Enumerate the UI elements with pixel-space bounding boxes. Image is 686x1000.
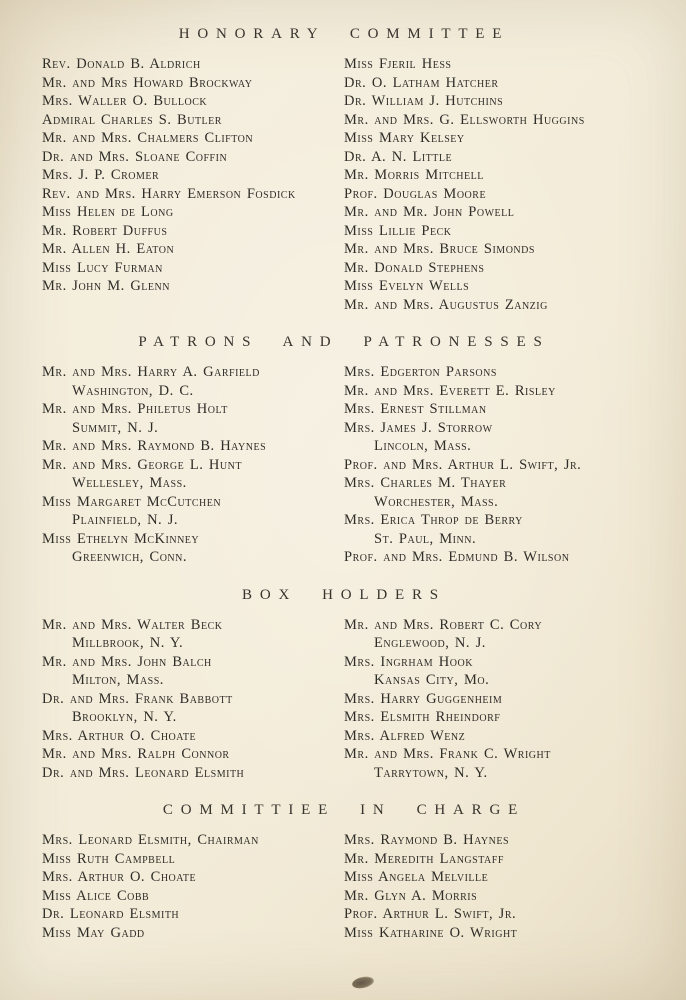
list-item [344, 74, 646, 93]
list-item [344, 831, 646, 850]
list-item [344, 382, 646, 401]
person-name: Mr. and Mrs. Walter Beck [42, 616, 223, 633]
list-item [344, 474, 646, 511]
list-item [344, 745, 646, 782]
person-name: Mrs. Harry Guggenheim [344, 690, 503, 707]
list-item [42, 887, 344, 906]
name-column-left [42, 616, 344, 783]
list-item [344, 148, 646, 167]
person-name: Mr. and Mrs. Chalmers Clifton [42, 130, 254, 146]
list-item [344, 166, 646, 185]
list-item [42, 259, 344, 278]
person-location: Kansas City, Mo. [374, 672, 490, 688]
list-item [42, 616, 344, 653]
person-name: Dr. O. Latham Hatcher [344, 74, 499, 91]
list-item [42, 905, 344, 924]
list-item [344, 616, 646, 653]
person-name: Mr. Donald Stephens [344, 259, 485, 276]
ink-smudge-mark [351, 975, 375, 990]
list-item [42, 690, 344, 727]
person-name: Rev. Donald B. Aldrich [42, 56, 201, 72]
person-name: Prof. Arthur L. Swift, Jr. [344, 906, 517, 922]
person-location: St. Paul, Minn. [374, 530, 477, 547]
person-name: Mrs. Edgerton Parsons [344, 364, 497, 380]
person-name: Prof. Douglas Moore [344, 185, 487, 202]
person-name: Mrs. Ingrham Hook [344, 653, 473, 670]
list-item [344, 363, 646, 382]
person-location: Plainfield, N. J. [72, 512, 179, 528]
list-item [42, 148, 344, 167]
person-name: Mrs. J. P. Cromer [42, 167, 160, 183]
person-location: Summit, N. J. [72, 419, 159, 436]
list-item [42, 277, 344, 296]
person-name: Mr. and Mrs. Ralph Connor [42, 746, 230, 762]
committee-section [42, 587, 646, 783]
person-name: Prof. and Mrs. Edmund B. Wilson [344, 549, 570, 565]
list-item [344, 296, 646, 315]
list-item [344, 511, 646, 548]
section-columns [42, 55, 646, 314]
list-item [42, 92, 344, 111]
list-item [344, 708, 646, 727]
name-column-right [344, 616, 646, 783]
person-name: Miss Ethelyn McKinney [42, 530, 200, 547]
section-title: HONORARY COMMITTEE [178, 26, 510, 42]
person-name: Mr. and Mrs. Bruce Simonds [344, 241, 535, 257]
list-item [42, 222, 344, 241]
list-item [42, 456, 344, 493]
list-item [42, 400, 344, 437]
section-title: COMMITTIEE IN CHARGE [162, 802, 526, 818]
list-item [42, 74, 344, 93]
list-item [42, 55, 344, 74]
list-item [42, 185, 344, 204]
list-item [42, 129, 344, 148]
person-name: Mr. and Mrs. G. Ellsworth Huggins [344, 111, 585, 128]
list-item [344, 887, 646, 906]
name-column-right [344, 55, 646, 314]
list-item [344, 203, 646, 222]
list-item [42, 745, 344, 764]
person-name: Mrs. Erica Throp de Berry [344, 512, 523, 528]
person-name: Miss Lucy Furman [42, 259, 163, 276]
name-column-left [42, 363, 344, 567]
person-name: Miss Angela Melville [344, 869, 489, 885]
list-item [42, 831, 344, 850]
person-name: Dr. and Mrs. Leonard Elsmith [42, 764, 245, 781]
committee-section [42, 802, 646, 942]
person-name: Mrs. Arthur O. Choate [42, 869, 197, 885]
list-item [42, 924, 344, 943]
list-item [42, 530, 344, 567]
list-item [344, 129, 646, 148]
list-item [42, 166, 344, 185]
name-column-left [42, 55, 344, 296]
person-name: Mr. Morris Mitchell [344, 167, 484, 183]
section-columns [42, 363, 646, 567]
list-item [344, 905, 646, 924]
person-name: Mr. and Mrs Howard Brockway [42, 74, 253, 91]
person-name: Mrs. Leonard Elsmith, Chairman [42, 832, 259, 848]
person-name: Mr. Robert Duffus [42, 222, 168, 239]
list-item [344, 400, 646, 419]
person-name: Mr. and Mrs. Everett E. Risley [344, 382, 556, 399]
person-name: Mrs. Ernest Stillman [344, 401, 487, 417]
sections-container [42, 26, 646, 942]
person-location: Washington, D. C. [72, 382, 194, 399]
person-name: Miss Katharine O. Wright [344, 924, 518, 941]
person-location: Wellesley, Mass. [72, 475, 187, 491]
person-name: Miss Lillie Peck [344, 222, 452, 239]
person-name: Miss Alice Cobb [42, 887, 150, 904]
person-name: Miss May Gadd [42, 924, 145, 941]
person-name: Mr. and Mrs. Robert C. Cory [344, 616, 543, 633]
person-location: Millbrook, N. Y. [72, 635, 184, 651]
person-name: Mr. and Mrs. Harry A. Garfield [42, 364, 260, 380]
person-name: Mrs. Waller O. Bullock [42, 93, 208, 109]
list-item [42, 868, 344, 887]
section-columns [42, 831, 646, 942]
person-name: Mr. and Mrs. George L. Hunt [42, 456, 242, 473]
person-name: Dr. A. N. Little [344, 148, 453, 165]
person-name: Miss Mary Kelsey [344, 130, 465, 146]
list-item [42, 764, 344, 783]
person-location: Brooklyn, N. Y. [72, 709, 177, 725]
person-name: Mr. Glyn A. Morris [344, 887, 478, 904]
person-name: Dr. Leonard Elsmith [42, 906, 180, 922]
person-location: Lincoln, Mass. [374, 438, 472, 454]
list-item [42, 727, 344, 746]
list-item [344, 185, 646, 204]
list-item [344, 222, 646, 241]
person-location: Worchester, Mass. [374, 493, 499, 510]
person-name: Miss Helen de Long [42, 204, 174, 220]
person-name: Prof. and Mrs. Arthur L. Swift, Jr. [344, 456, 582, 473]
person-location: Tarrytown, N. Y. [374, 764, 488, 781]
section-columns [42, 616, 646, 783]
person-name: Mr. and Mrs. Augustus Zanzig [344, 296, 548, 313]
person-location: Greenwich, Conn. [72, 549, 188, 565]
person-location: Englewood, N. J. [374, 635, 486, 651]
committee-section [42, 26, 646, 314]
list-item [344, 111, 646, 130]
list-item [344, 868, 646, 887]
person-name: Dr. and Mrs. Frank Babbott [42, 690, 233, 707]
person-name: Miss Evelyn Wells [344, 278, 470, 294]
person-name: Mr. and Mrs. Frank C. Wright [344, 746, 551, 762]
person-name: Mrs. Raymond B. Haynes [344, 832, 510, 848]
person-name: Miss Fjeril Hess [344, 56, 452, 72]
list-item [344, 456, 646, 475]
person-name: Mrs. Arthur O. Choate [42, 727, 197, 744]
list-item [344, 55, 646, 74]
person-name: Mr. and Mrs. John Balch [42, 653, 212, 670]
person-name: Rev. and Mrs. Harry Emerson Fosdick [42, 185, 296, 202]
list-item [42, 850, 344, 869]
person-name: Mr. and Mrs. Philetus Holt [42, 401, 228, 417]
section-title: BOX HOLDERS [242, 586, 446, 603]
list-item [42, 240, 344, 259]
person-name: Mrs. James J. Storrow [344, 419, 493, 436]
list-item [344, 419, 646, 456]
person-location: Milton, Mass. [72, 672, 164, 688]
list-item [42, 203, 344, 222]
person-name: Mrs. Alfred Wenz [344, 727, 466, 744]
person-name: Mr. Meredith Langstaff [344, 850, 504, 867]
list-item [344, 924, 646, 943]
list-item [42, 111, 344, 130]
person-name: Mr. Allen H. Eaton [42, 241, 175, 257]
list-item [344, 727, 646, 746]
list-item [344, 92, 646, 111]
name-column-right [344, 363, 646, 567]
person-name: Mrs. Charles M. Thayer [344, 475, 507, 491]
person-name: Dr. William J. Hutchins [344, 93, 504, 109]
list-item [344, 850, 646, 869]
list-item [42, 493, 344, 530]
committee-section [42, 334, 646, 567]
list-item [344, 277, 646, 296]
list-item [42, 653, 344, 690]
person-name: Dr. and Mrs. Sloane Coffin [42, 148, 228, 165]
list-item [344, 240, 646, 259]
list-item [42, 363, 344, 400]
person-name: Admiral Charles S. Butler [42, 111, 222, 128]
name-column-left [42, 831, 344, 942]
name-column-right [344, 831, 646, 942]
list-item [344, 259, 646, 278]
list-item [344, 548, 646, 567]
section-title: PATRONS AND PATRONESSES [138, 334, 550, 350]
list-item [344, 653, 646, 690]
person-name: Mrs. Elsmith Rheindorf [344, 709, 501, 725]
person-name: Mr. and Mr. John Powell [344, 204, 515, 220]
person-name: Miss Margaret McCutchen [42, 493, 222, 510]
list-item [344, 690, 646, 709]
person-name: Mr. and Mrs. Raymond B. Haynes [42, 438, 267, 454]
person-name: Miss Ruth Campbell [42, 850, 176, 867]
list-item [42, 437, 344, 456]
person-name: Mr. John M. Glenn [42, 278, 170, 294]
